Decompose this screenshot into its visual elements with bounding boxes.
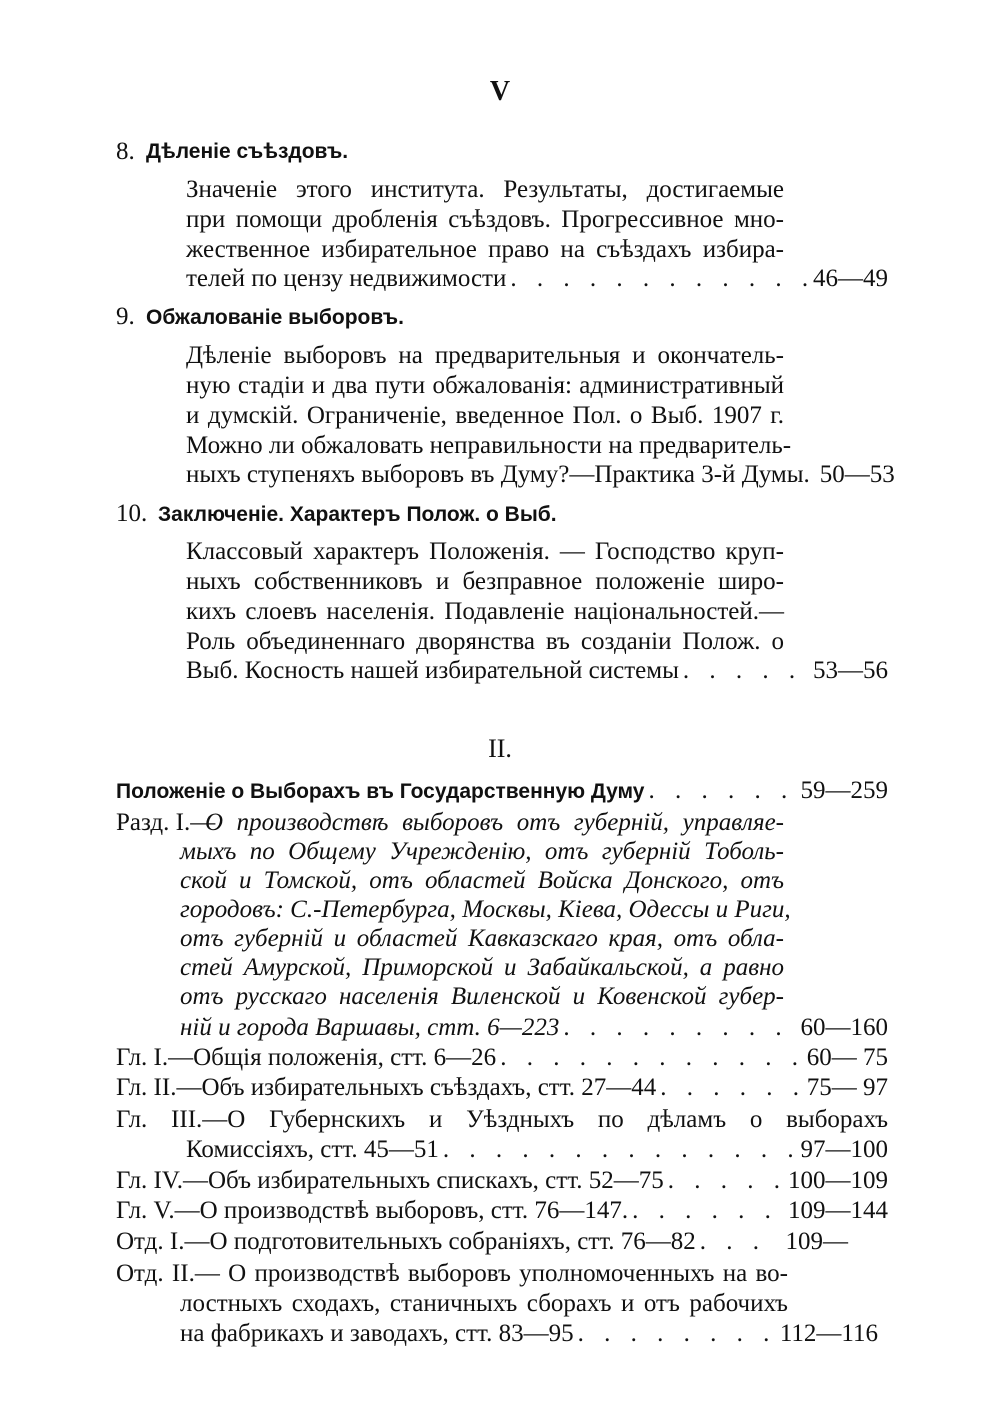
razd-label: Разд. I.— — [116, 809, 216, 836]
entry-text-line: Можно ли обжаловать неправильности на предваритель- — [186, 432, 792, 459]
page-range: 100—109 — [788, 1167, 888, 1194]
toc-row — [186, 460, 895, 490]
entry-text-line: ную стадіи и два пути обжалованія: административный — [186, 372, 784, 399]
dot-leader — [700, 1227, 780, 1257]
page-range: 112—116 — [779, 1320, 878, 1347]
page-range: 109— — [785, 1228, 848, 1255]
toc-row — [116, 1227, 848, 1257]
page-range: 60—160 — [800, 1014, 888, 1041]
toc-row — [180, 1319, 878, 1349]
razd-text-line: стей Амурской, Приморской и Забайкальской, а равно — [180, 954, 784, 981]
razd-text-line: отъ русскаго населенія Виленской и Ковенской губер- — [180, 983, 784, 1010]
page-range: 75— 97 — [806, 1074, 888, 1101]
dot-leader — [563, 1013, 794, 1043]
entry-text-line: ныхъ собственниковъ и безправное положеніе широ- — [186, 568, 784, 595]
dot-leader — [668, 1166, 782, 1196]
toc-row — [116, 1043, 888, 1073]
razd-text-line: отъ губерній и областей Кавказскаго края, отъ обла- — [180, 925, 784, 952]
page-range: 53—56 — [813, 657, 888, 684]
page-range: 59—259 — [800, 777, 888, 804]
chapter-label-cont: Комиссіяхъ, стт. 45—51 — [186, 1136, 439, 1163]
chapter-label: Гл. V.—О производствѣ выборовъ, стт. 76—147. — [116, 1197, 629, 1224]
razd-text-line: ній и города Варшавы, стт. 6—223 — [180, 1014, 560, 1041]
part-title: Положеніе о Выборахъ въ Государственную Думу — [116, 780, 645, 803]
dot-leader — [578, 1319, 774, 1349]
chapter-label: Гл. II.—Объ избирательныхъ съѣздахъ, стт. 27—44 — [116, 1074, 657, 1101]
razd-text-line: О производствѣ выборовъ отъ губерній, управляе- — [205, 809, 784, 836]
entry-heading: Дѣленіе съѣздовъ. — [146, 140, 349, 163]
razd-text-line: городовъ: С.-Петербурга, Москвы, Кіева, Одессы и Риги, — [180, 896, 791, 923]
dot-leader — [500, 1043, 801, 1073]
entry-number: 10. — [116, 500, 148, 527]
dot-leader — [660, 1073, 800, 1103]
dot-leader — [443, 1135, 795, 1165]
page-range: 46—49 — [813, 265, 888, 292]
entry-text-line: Выб. Косность нашей избирательной системы — [186, 657, 679, 684]
page-number: V — [489, 76, 511, 107]
page-range: 109—144 — [788, 1197, 888, 1224]
section-heading: II. — [488, 734, 512, 763]
entry-text-line: и думскій. Ограниченіе, введенное Пол. о Выб. 1907 г. — [186, 402, 784, 429]
entry-text-line: Значеніе этого института. Результаты, достигаемые — [186, 176, 784, 203]
chapter-label-cont: лостныхъ сходахъ, станичныхъ сборахъ и отъ рабочихъ — [180, 1290, 788, 1317]
entry-text-line: при помощи дробленія съѣздовъ. Прогрессивное мно- — [186, 206, 784, 233]
entry-text-line: Дѣленіе выборовъ на предварительныя и окончатель- — [186, 342, 784, 369]
entry-number: 9. — [116, 303, 135, 330]
entry-heading: Обжалованіе выборовъ. — [146, 306, 404, 329]
page-range: 97—100 — [800, 1136, 888, 1163]
entry-heading: Заключеніе. Характеръ Полож. о Выб. — [158, 503, 557, 526]
chapter-label: Гл. I.—Общія положенія, стт. 6—26 — [116, 1044, 497, 1071]
entry-number: 8. — [116, 138, 135, 165]
toc-row — [116, 1073, 888, 1103]
page-range: 60— 75 — [806, 1044, 888, 1071]
dot-leader — [510, 264, 807, 294]
dot-leader — [683, 656, 807, 686]
toc-row — [186, 656, 888, 686]
entry-text-line: кихъ слоевъ населенія. Подавленіе національностей.— — [186, 598, 784, 625]
dot-leader — [649, 776, 795, 806]
entry-text-line: ныхъ ступеняхъ выборовъ въ Думу?—Практика 3-й Думы. — [186, 461, 810, 488]
chapter-label: Гл. IV.—Объ избирательныхъ спискахъ, стт. 52—75 — [116, 1167, 664, 1194]
razd-text-line: мыхъ по Общему Учрежденію, отъ губерній Тоболь- — [180, 838, 784, 865]
toc-row — [116, 776, 888, 806]
toc-row — [116, 1196, 888, 1226]
razd-text-line: ской и Томской, отъ областей Войска Донского, отъ — [180, 867, 784, 894]
toc-row — [116, 1166, 888, 1196]
chapter-label: Отд. I.—О подготовительныхъ собраніяхъ, стт. 76—82 — [116, 1228, 696, 1255]
entry-text-line: жественное избирательное право на съѣздахъ избира- — [186, 236, 784, 263]
toc-row — [180, 1013, 888, 1043]
chapter-label-cont: на фабрикахъ и заводахъ, стт. 83—95 — [180, 1320, 574, 1347]
chapter-label: Гл. III.—О Губернскихъ и Уѣздныхъ по дѣламъ о выборахъ — [116, 1106, 888, 1133]
toc-row — [186, 1135, 888, 1165]
chapter-label: Отд. II.— О производствѣ выборовъ уполномоченныхъ на во- — [116, 1260, 788, 1287]
dot-leader — [632, 1196, 782, 1226]
entry-text-line: Роль объединеннаго дворянства въ созданіи Полож. о — [186, 628, 784, 655]
toc-row — [186, 264, 888, 294]
entry-text-line: Классовый характеръ Положенія. — Господство круп- — [186, 538, 784, 565]
entry-text-line: телей по цензу недвижимости — [186, 265, 507, 292]
page-range: 50—53 — [819, 461, 895, 488]
